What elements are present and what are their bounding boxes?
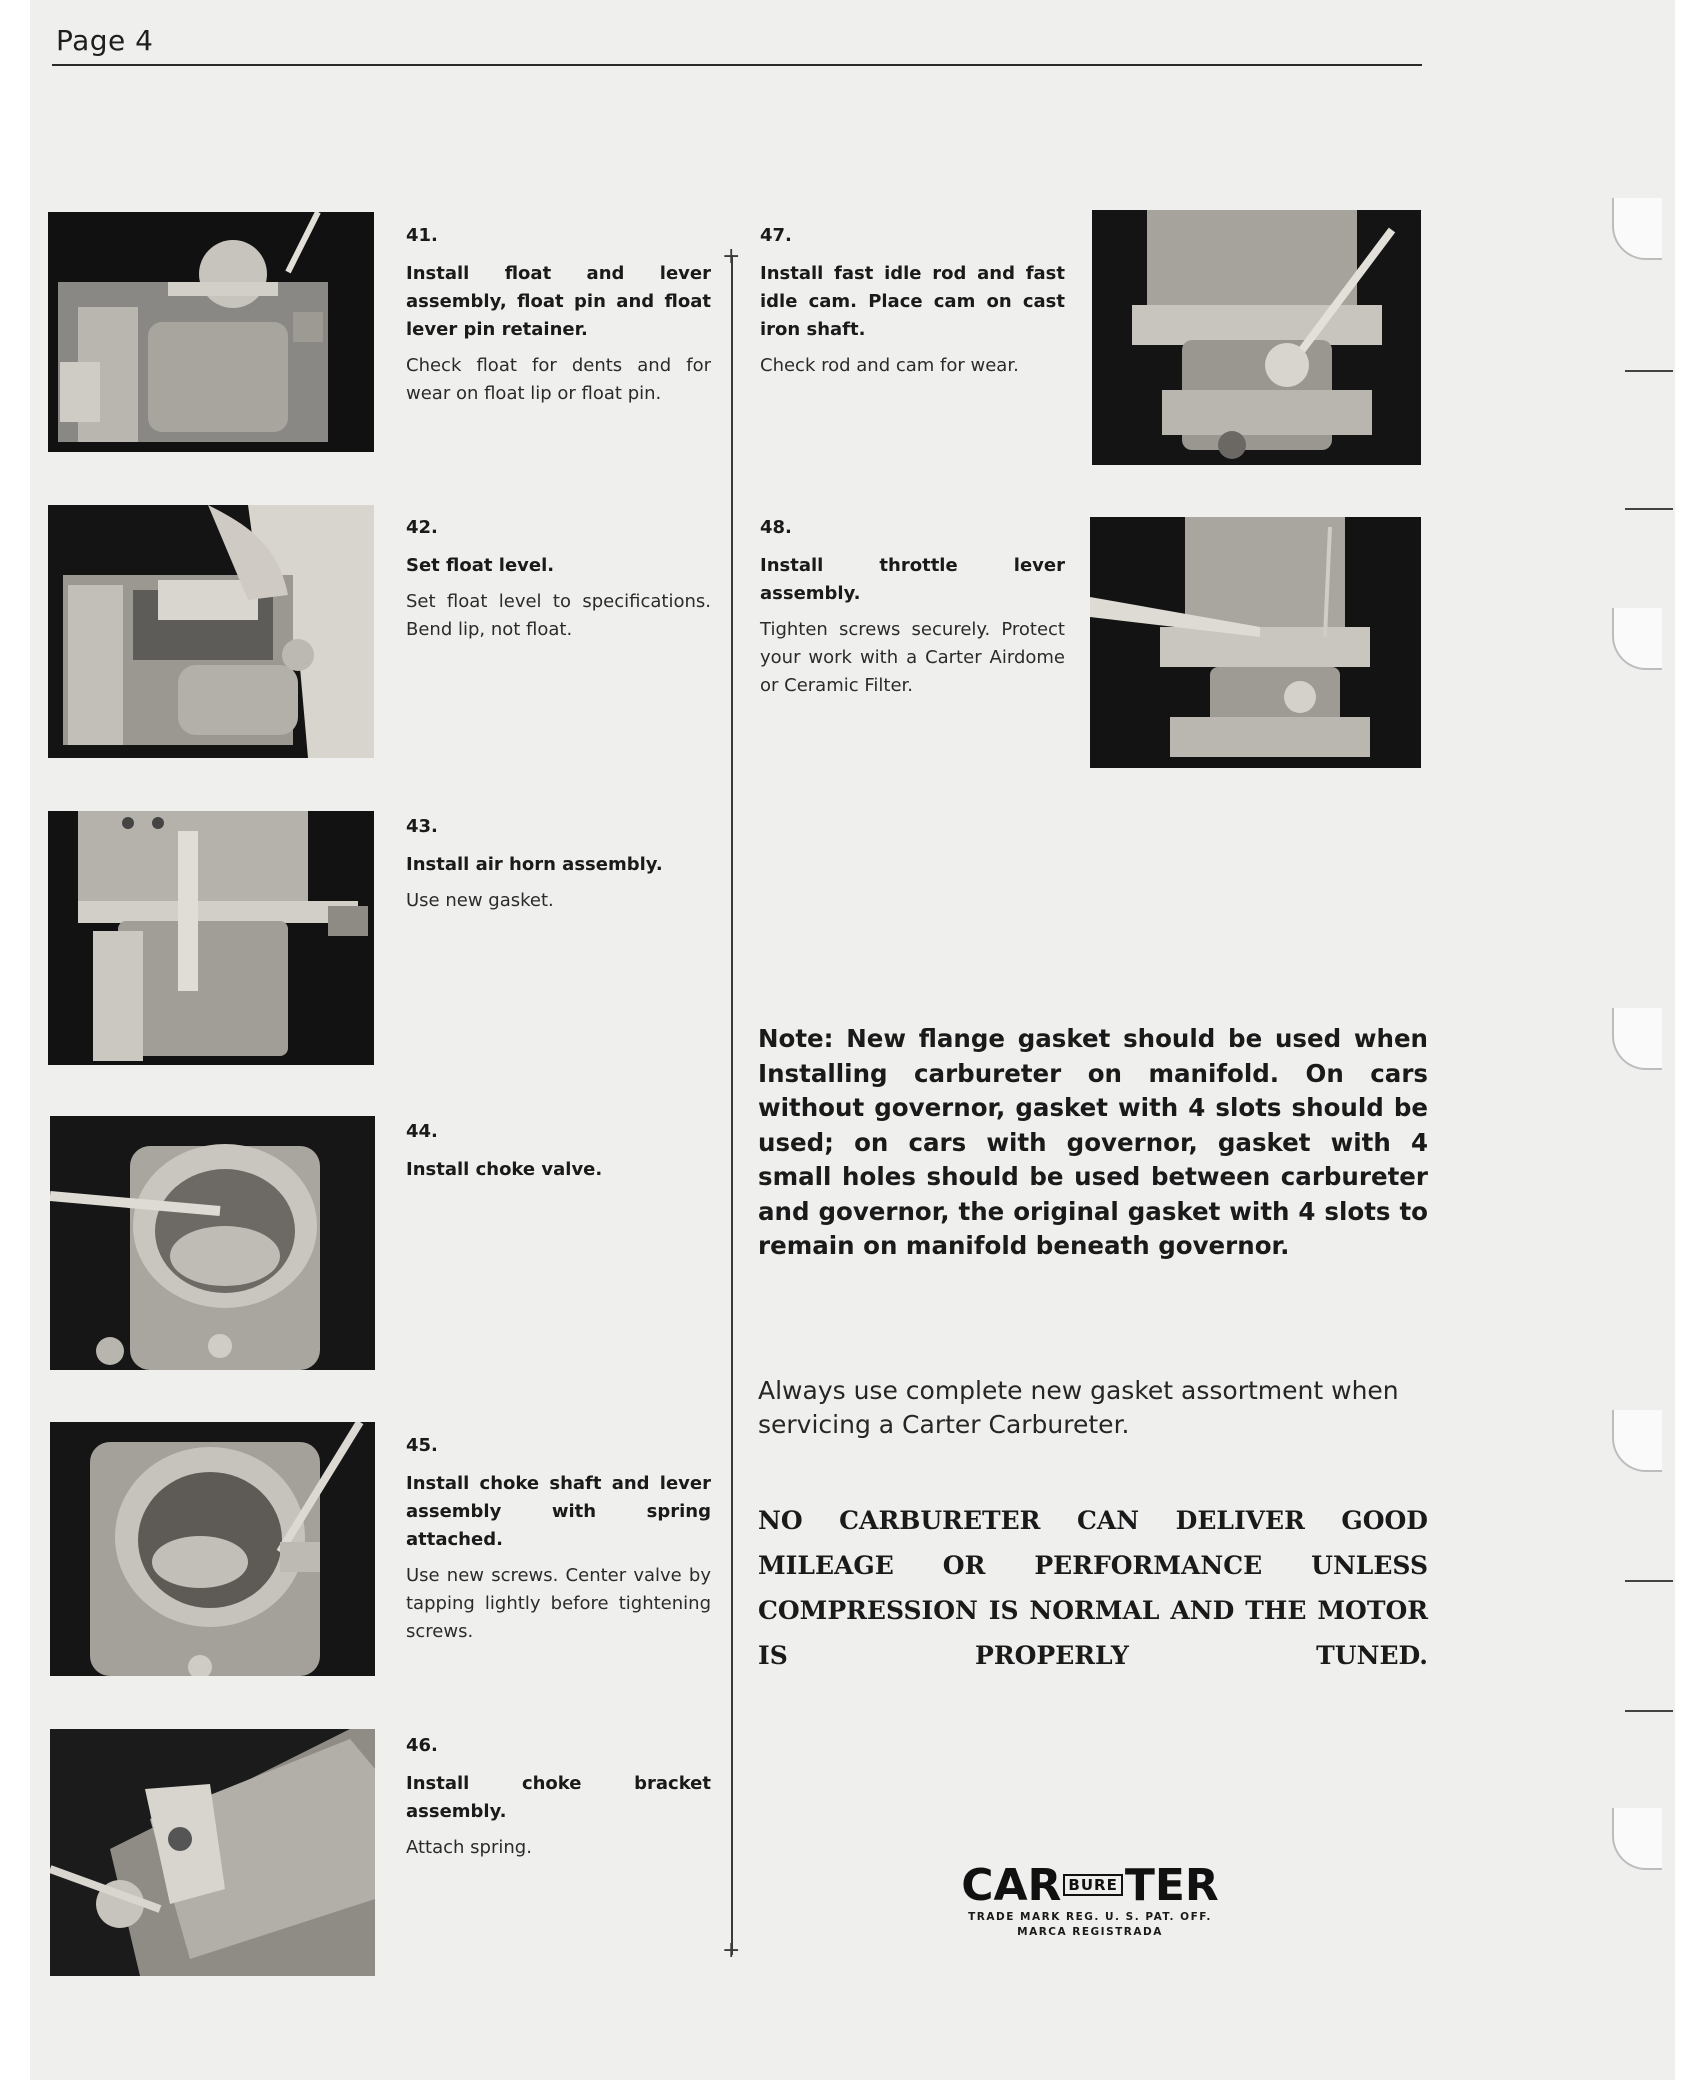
divider-bottom-mark: + xyxy=(722,1938,741,1963)
air-horn-photo xyxy=(48,811,374,1065)
step-number: 42. xyxy=(406,517,438,538)
tab-rule xyxy=(1625,370,1673,372)
step-number: 41. xyxy=(406,225,438,246)
step-45-photo xyxy=(50,1422,375,1676)
step-description: Use new gasket. xyxy=(406,890,554,911)
performance-warning: NO CARBURETER CAN DELIVER GOOD MILEAGE OR PERFORMANCE UNLESS COMPRESSION IS NORMAL AND THE MOTOR IS PROPERLY TUNED. xyxy=(758,1506,1428,1670)
step-number: 44. xyxy=(406,1121,438,1142)
step-48-photo xyxy=(1090,517,1421,768)
step-44-photo xyxy=(50,1116,375,1370)
step-number: 48. xyxy=(760,517,792,538)
step-42-photo xyxy=(48,505,374,758)
step-41 xyxy=(406,222,711,408)
gasket-advice: Always use complete new gasket assortment when servicing a Carter Carbureter. xyxy=(758,1376,1399,1439)
step-title: Install throttle lever assembly. xyxy=(760,555,1065,604)
logo-registrada: MARCA REGISTRADA xyxy=(1017,1926,1163,1938)
fast-idle-photo xyxy=(1092,210,1421,465)
float-level-photo xyxy=(48,505,374,758)
logo-right: TER xyxy=(1124,1860,1219,1911)
step-43-photo xyxy=(48,811,374,1065)
step-title: Install choke valve. xyxy=(406,1159,603,1180)
step-description: Tighten screws securely. Protect your work with a Carter Airdome or Ceramic Filter. xyxy=(760,619,1065,696)
step-title: Install float and lever assembly, float pin and float lever pin retainer. xyxy=(406,263,711,340)
step-title: Install choke shaft and lever assembly with spring attached. xyxy=(406,1473,711,1550)
step-48 xyxy=(760,514,1065,700)
tab-rule xyxy=(1625,1710,1673,1712)
step-title: Install fast idle rod and fast idle cam. Place cam on cast iron shaft. xyxy=(760,263,1065,340)
step-44 xyxy=(406,1118,711,1192)
step-title: Install air horn assembly. xyxy=(406,854,663,875)
choke-bracket-photo xyxy=(50,1729,375,1976)
throttle-lever-photo xyxy=(1090,517,1421,768)
step-description: Use new screws. Center valve by tapping lightly before tightening screws. xyxy=(406,1565,711,1642)
step-number: 45. xyxy=(406,1435,438,1456)
float-assembly-photo xyxy=(48,212,374,452)
step-43 xyxy=(406,813,711,915)
page-header: Page 4 xyxy=(56,24,154,57)
step-description: Attach spring. xyxy=(406,1837,532,1858)
tab-rule xyxy=(1625,508,1673,510)
gasket-note: Note: New flange gasket should be used when Installing carbureter on manifold. On cars without governor, gasket with 4 slots should be used; on cars with governor, gasket with 4 small holes should be used between carbureter and governor, the original gasket with 4 slots to remain on manifold beneath governor. xyxy=(758,1024,1428,1260)
choke-valve-photo xyxy=(50,1116,375,1370)
logo-wordmark xyxy=(940,1862,1240,1910)
column-divider xyxy=(731,255,733,1955)
step-47-photo xyxy=(1092,210,1421,465)
tab-rule xyxy=(1625,1580,1673,1582)
step-46-photo xyxy=(50,1729,375,1976)
step-title: Install choke bracket assembly. xyxy=(406,1773,711,1822)
step-number: 43. xyxy=(406,816,438,837)
step-description: Set float level to specifications. Bend lip, not float. xyxy=(406,591,711,640)
step-title: Set float level. xyxy=(406,555,555,576)
logo-left: CAR xyxy=(961,1860,1062,1911)
header-rule xyxy=(52,64,1422,66)
step-description: Check float for dents and for wear on float lip or float pin. xyxy=(406,355,711,404)
step-description: Check rod and cam for wear. xyxy=(760,355,1019,376)
divider-top-mark: + xyxy=(722,244,741,269)
step-45 xyxy=(406,1432,711,1646)
step-47 xyxy=(760,222,1065,380)
step-number: 46. xyxy=(406,1735,438,1756)
choke-shaft-photo xyxy=(50,1422,375,1676)
logo-boxed: BURE xyxy=(1063,1874,1122,1896)
step-46 xyxy=(406,1732,711,1862)
carter-logo xyxy=(940,1862,1240,1940)
step-42 xyxy=(406,514,711,644)
logo-trademark: TRADE MARK REG. U. S. PAT. OFF. xyxy=(968,1911,1212,1923)
step-41-photo xyxy=(48,212,374,452)
step-number: 47. xyxy=(760,225,792,246)
